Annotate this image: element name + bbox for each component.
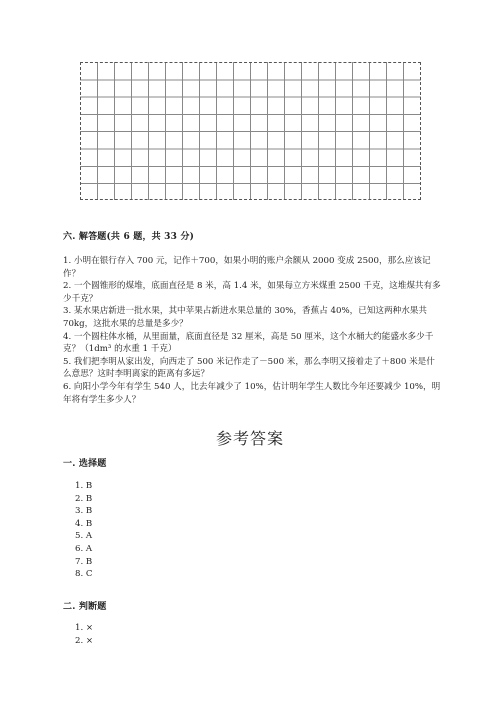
answer-item: 1. B [75, 481, 93, 491]
answer-item: 3. B [75, 506, 93, 517]
answer-part2-heading: 二. 判断题 [63, 602, 107, 612]
answer-item: 8. C [75, 569, 93, 580]
answer-item: 7. B [75, 556, 93, 567]
answer-part1-list [75, 480, 93, 581]
answer-item: 2. B [75, 493, 93, 504]
question-6: 6. 向阳小学今年有学生 540 人，比去年减少了 10%，估计明年学生人数比今年还要减少 10%，明年将有学生多少人？ [63, 381, 441, 405]
question-3: 3. 某水果店新进一批水果，其中苹果占新进水果总量的 30%，香蕉占 40%，已知这两种水果共 70kg，这批水果的总量是多少？ [63, 306, 427, 329]
answer-part2-list [75, 622, 93, 647]
answer-key-title: 参考答案 [215, 429, 284, 448]
question-5: 5. 我们把李明从家出发，向西走了 500 米记作走了－500 米，那么李明又接着走了＋800 米是什么意思？这时李明离家的距离有多远？ [63, 356, 435, 380]
question-list [63, 255, 443, 406]
answer-item: 5. A [75, 531, 93, 542]
answer-item: 2. × [75, 635, 94, 646]
section-6-heading: 六. 解答题(共 6 题，共 33 分) [63, 232, 195, 242]
answer-part1-heading: 一. 选择题 [63, 459, 107, 469]
writing-grid [80, 62, 421, 200]
answer-item: 4. B [75, 518, 93, 529]
answer-item: 6. A [75, 543, 93, 554]
question-4: 4. 一个圆柱体水桶，从里面量，底面直径是 32 厘米，高是 50 厘米，这个水桶大约能盛水多少千克？（1dm³ 的水重 1 千克） [63, 331, 434, 355]
answer-item: 1. × [75, 623, 94, 633]
question-1: 1. 小明在银行存入 700 元，记作＋700，如果小明的账户余额从 2000 变成 2500，那么应该记作？ [63, 256, 431, 279]
question-2: 2. 一个圆锥形的煤堆，底面直径是 8 米，高 1.4 米，如果每立方米煤重 2500 千克，这堆煤共有多少千克？ [63, 281, 441, 304]
